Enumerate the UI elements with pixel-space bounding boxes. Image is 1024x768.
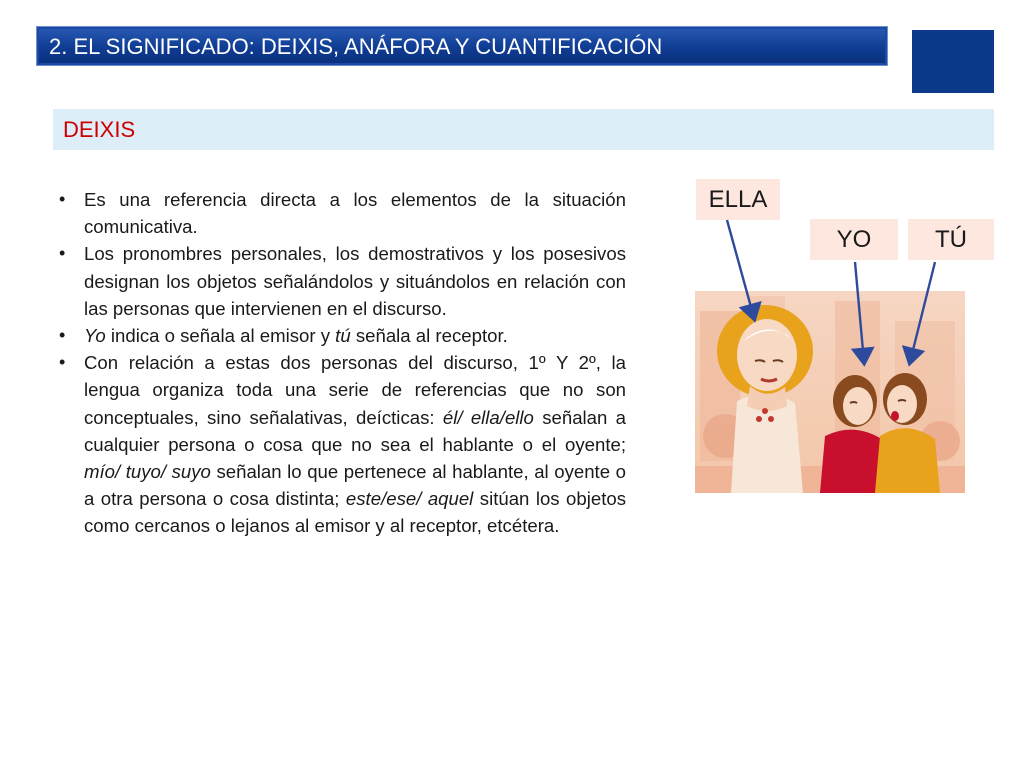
slide-title: 2. EL SIGNIFICADO: DEIXIS, ANÁFORA Y CUANTIFICACIÓN [36,26,888,66]
bullet-text: Con relación a estas dos personas del discurso, 1º Y 2º, la lengua organiza toda una serie de referencias que no son conceptuales, sino señalativas, deícticas: [84,352,626,428]
bullet-text: señala al receptor. [350,325,508,347]
bullet-item [58,240,626,322]
label-yo: YO [810,219,898,260]
bullet-text: indica o señala al emisor y [105,325,336,347]
bullet-dot-icon: • [59,325,66,346]
bullet-dot-icon: • [59,189,66,209]
bullet-text: Yo [84,325,106,347]
bullet-item [58,349,626,539]
section-heading: DEIXIS [53,109,994,150]
bullet-dot-icon: • [59,352,66,373]
bullet-item [58,186,626,240]
bullet-text: señalan a cualquier persona o cosa que no sea el hablante o el oyente; [84,406,627,455]
bullet-text: mío/ tuyo/ suyo [84,461,211,483]
bullet-text: Es una referencia directa a los elementos de la situación comunicativa. [84,189,626,238]
bullet-text: señalan lo que pertenece al hablante, al oyente o a otra persona o cosa distinta; [84,461,626,510]
bullet-list [58,186,626,540]
bullet-text: tú [335,325,351,347]
illustration-image [695,291,965,493]
bullet-text: él/ ella/ello [442,406,534,428]
women-illustration [695,291,965,493]
bullet-dot-icon: • [59,243,66,264]
label-tu: TÚ [908,219,994,260]
corner-decoration [912,30,994,93]
label-ella: ELLA [696,179,780,220]
bullet-item [58,322,626,349]
bullet-text: este/ese/ aquel [345,488,474,510]
bullet-text: Los pronombres personales, los demostrativos y los posesivos designan los objetos señalándolos y situándolos en relación con las personas que intervienen en el discurso. [84,243,626,319]
bullet-text: sitúan los objetos como cercanos o lejanos al emisor y al receptor, etcétera. [84,488,626,537]
